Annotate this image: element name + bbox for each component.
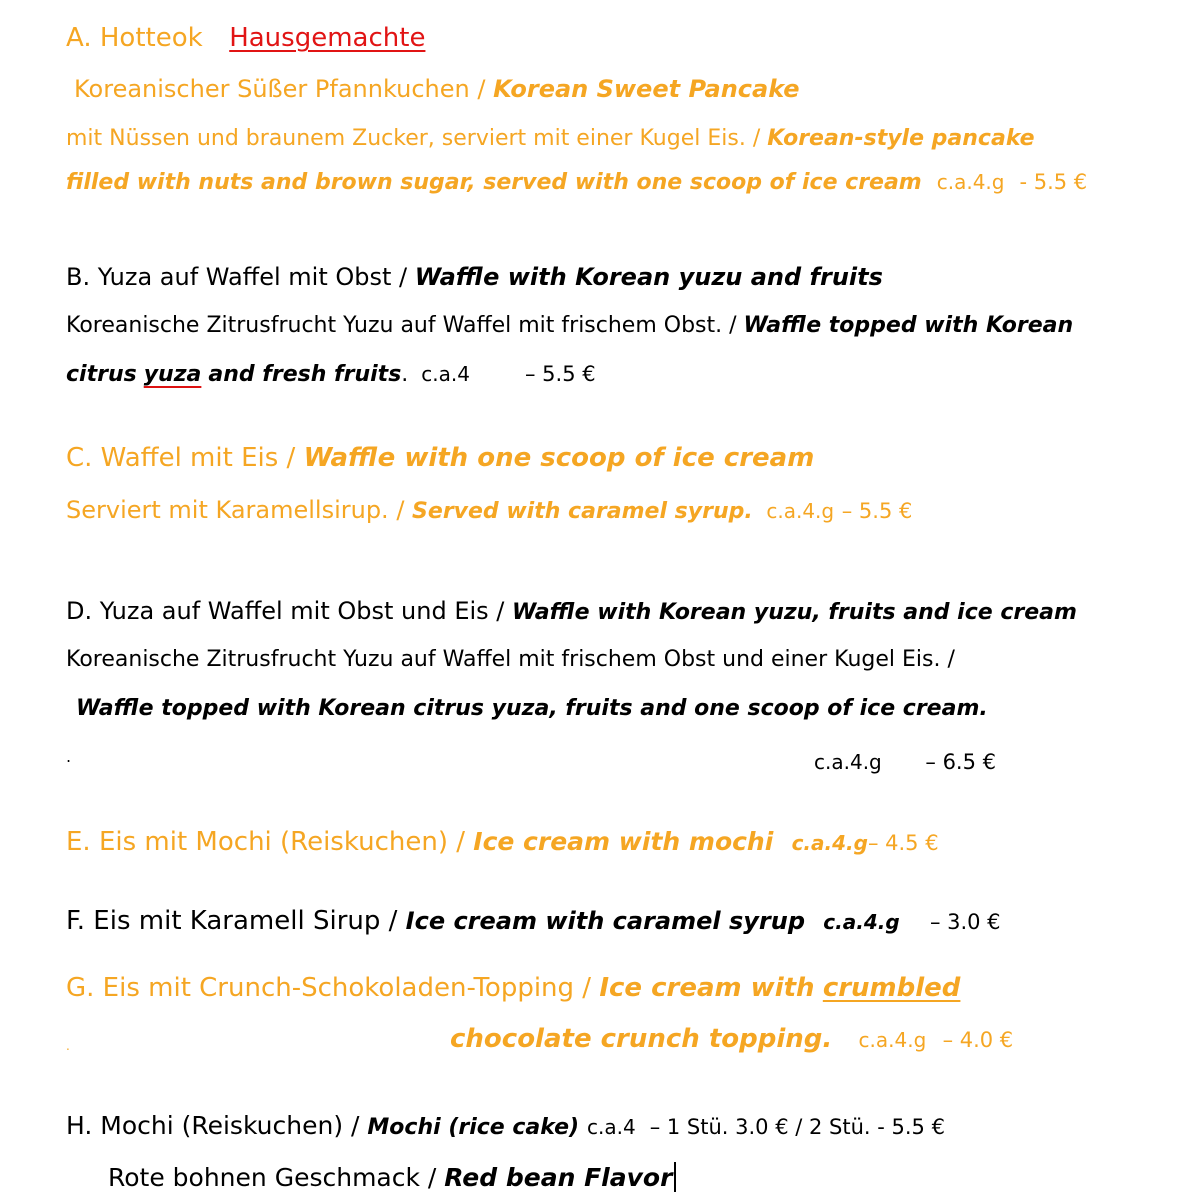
item-h-title: H. Mochi (Reiskuchen) / Mochi (rice cake) c.a.4 – 1 Stü. 3.0 € / 2 Stü. - 5.5 €: [66, 1111, 945, 1140]
item-c-price: – 5.5 €: [841, 499, 913, 523]
item-a-heading: A. Hotteok: [66, 23, 203, 53]
item-b-desc-2: citrus yuza and fresh fruits. c.a.4 – 5.5 €: [66, 362, 596, 387]
item-g-title-2: chocolate crunch topping. c.a.4.g – 4.0 €: [450, 1024, 1014, 1054]
item-e-price: – 4.5 €: [867, 831, 939, 855]
item-b-desc-1: Koreanische Zitrusfrucht Yuzu auf Waffel mit frischem Obst. / Waffle topped with Korean: [66, 313, 1074, 338]
item-f-price: – 3.0 €: [929, 910, 1001, 934]
item-d-price-line: [814, 748, 996, 776]
item-a-desc-1: mit Nüssen und braunem Zucker, serviert mit einer Kugel Eis. / Korean-style pancake: [66, 126, 1035, 151]
item-c-desc: Serviert mit Karamellsirup. / Served with caramel syrup. c.a.4.g – 5.5 €: [66, 496, 913, 524]
item-g-dot: .: [66, 1039, 70, 1053]
item-e-allergens: c.a.4.g: [791, 831, 868, 855]
item-d-desc-en: Waffle topped with Korean citrus yuza, fruits and one scoop of ice cream.: [76, 696, 988, 721]
item-h-price: – 1 Stü. 3.0 € / 2 Stü. - 5.5 €: [649, 1115, 945, 1139]
item-d-allergens: c.a.4.g: [814, 750, 882, 774]
item-c-allergens: c.a.4.g: [766, 499, 835, 523]
item-g-title: G. Eis mit Crunch-Schokoladen-Topping / Ice cream with crumbled: [66, 973, 961, 1003]
item-a-heading-line: [66, 24, 425, 54]
item-b-price: – 5.5 €: [525, 362, 596, 386]
item-a-allergens: c.a.4.g: [936, 170, 1005, 194]
item-d-desc-de: Koreanische Zitrusfrucht Yuzu auf Waffel mit frischem Obst und einer Kugel Eis. /: [66, 647, 955, 672]
item-e-title: E. Eis mit Mochi (Reiskuchen) / Ice cream with mochi c.a.4.g– 4.5 €: [66, 827, 939, 857]
item-a-subtitle: Koreanischer Süßer Pfannkuchen / Korean Sweet Pancake: [74, 75, 800, 103]
homemade-tag: Hausgemachte: [229, 23, 426, 53]
item-a-desc-2: filled with nuts and brown sugar, served with one scoop of ice cream c.a.4.g - 5.5 €: [66, 170, 1088, 195]
item-h-flavor: Rote bohnen Geschmack / Red bean Flavor: [108, 1162, 676, 1193]
item-f-title: F. Eis mit Karamell Sirup / Ice cream with caramel syrup c.a.4.g – 3.0 €: [66, 906, 1001, 936]
item-d-title: D. Yuza auf Waffel mit Obst und Eis / Waffle with Korean yuzu, fruits and ice cream: [66, 597, 1077, 625]
item-h-allergens: c.a.4: [587, 1115, 636, 1139]
item-f-allergens: c.a.4.g: [823, 910, 900, 934]
item-d-dot: .: [66, 747, 72, 766]
item-g-allergens: c.a.4.g: [858, 1028, 927, 1052]
item-g-price: – 4.0 €: [942, 1028, 1014, 1052]
text-cursor: [674, 1162, 676, 1192]
item-c-title: C. Waffel mit Eis / Waffle with one scoop of ice cream: [66, 443, 815, 473]
item-b-allergens: c.a.4: [421, 362, 470, 386]
spellcheck-yuza: yuza: [143, 362, 202, 387]
item-d-price: – 6.5 €: [925, 750, 996, 774]
item-a-price: - 5.5 €: [1019, 170, 1088, 194]
item-b-title: B. Yuza auf Waffel mit Obst / Waffle with Korean yuzu and fruits: [66, 263, 883, 291]
